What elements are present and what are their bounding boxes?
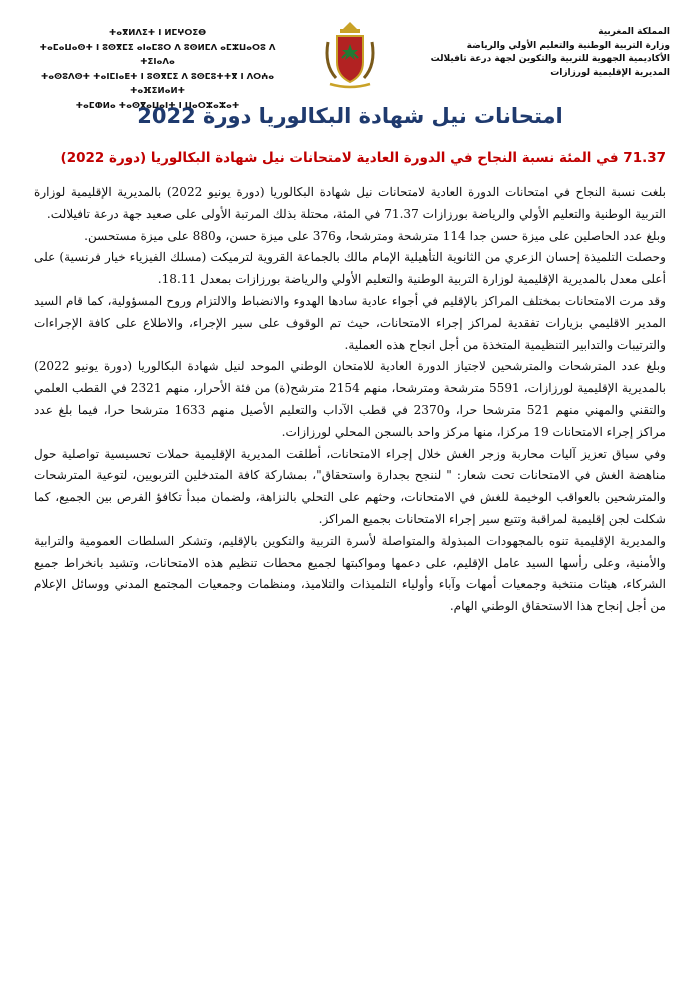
arabic-header [408,26,670,80]
tifinagh-line: ⵜⴰⵎⴰⵡⴰⵙⵜ ⵏ ⵓⵙⴳⵎⵉ ⴰⵏⴰⵎⵓⵔ ⴷ ⵓⵙⵍⵎⴷ ⴰⵎⵣⵡⴰⵔⵓ ⴷ ⵜⵉⵏⴰⴷⴰ [39,42,276,67]
paragraph: وقد مرت الامتحانات بمختلف المراكز بالإقليم في أجواء عادية سادها الهدوء والانضباط والالتزام وروح المسؤولية، كما قام السيد المدير الاقليمي بزيارات تفقدية لمراكز إجراء الامتحانات، حيث تم الوقوف على سير الإجراء، والاطلاع على كافة الإجراءات والترتيبات والتدابير التنظيمية المتخذة من أجل انجاح هذه العملية. [34,293,666,352]
page-title: امتحانات نيل شهادة البكالوريا دورة 2022 [137,104,563,128]
paragraph: والمديرية الإقليمية تنوه بالمجهودات المبذولة والمتواصلة لأسرة التربية والتكوين بالإقليم، وتشكر السلطات العمومية والترابية والأمنية، وعلى رأسها السيد عامل الإقليم، على دعمها ومواكبتها لجميع محطات تنظيم هذه الامتحانات، وتشيد بانخراط جميع الشركاء، هيئات منتخبة وجمعيات أمهات وآباء وأولياء التلميذات والتلاميذ، ومنظمات وجمعيات المجتمع المدني ووسائل الإعلام من أجل إنجاح هذا الاستحقاق الوطني الهام. [34,533,666,614]
arabic-header-line: المديرية الإقليمية لورزازات [550,67,670,78]
article-body [34,182,666,618]
arabic-header-line: الأكاديمية الجهوية للتربية والتكوين لجهة درعة تافيلالت [430,54,670,64]
tifinagh-line: ⵜⴰⵎⵀⵍⴰ ⵜⴰⵙⴳⴰⵡⴰⵏⵜ ⵏ ⵡⴰⵔⵣⴰⵣⴰⵜ [75,100,240,111]
paragraph: بلغت نسبة النجاح في امتحانات الدورة العادية لامتحانات نيل شهادة البكالوريا (دورة يونيو 2022) بالمديرية الإقليمية لوزارة التربية الوطنية والتعليم الأولي والرياضة بورزازات 71.37 في المئة، محتلة بذلك المرتبة الأولى على صعيد جهة درعة تافيلالت. [34,185,666,221]
coat-of-arms-icon [320,20,380,90]
paragraph: وفي سياق تعزيز آليات محاربة وزجر الغش خلال إجراء الامتحانات، أطلقت المديرية الإقليمية حملات تحسيسية تواصلية حول مناهضة الغش في الامتحانات تحت شعار: " لننجح بجدارة واستحقاق"، بمشاركة كافة المتدخلين التربويين، لتوعية المترشحات والمترشحين بالعواقب الوخيمة للغش في الامتحانات، وحثهم على التحلي بالنزاهة، ولضمان مبدأ تكافؤ الفرص بين الجميع، كما شكلت لجن إقليمية لمراقبة وتتبع سير إجراء الامتحانات بجميع المراكز. [34,446,666,526]
tifinagh-line: ⵜⴰⴳⵍⴷⵉⵜ ⵏ ⵍⵎⵖⵔⵉⴱ [108,28,207,38]
paragraph: وحصلت التلميذة إحسان الزعري من الثانوية التأهيلية الإمام مالك بالجماعة القروية لترميكت (مسلك الفيزياء خيار فرنسية) على أعلى معدل بالمديرية الإقليمية لوزارة التربية الوطنية والتعليم الأولي والرياضة بورزازات بمعدل 18.11. [34,250,666,287]
paragraph: وبلغ عدد المترشحات والمترشحين لاجتياز الدورة العادية للامتحان الوطني الموحد لنيل شهادة البكالوريا (دورة يونيو 2022) بالمديرية الإقليمية لورزازات، 5591 مترشحة ومترشحا، منهم 2154 مترشح(ة) من فئة الأحرار، منهم 2321 في القطب العلمي والتقني والمهني منهم 521 مترشحا حرا، و2370 في قطب الآداب والتعليم الأصيل منهم 1633 مترشحا حرا، فيما بلغ عدد مراكز إجراء الامتحانات 19 مركزا، منها مركز واحد بالسجن المحلي لورزازات. [34,359,666,439]
tifinagh-line: ⵜⴰⵙⵓⴷⵙⵜ ⵜⴰⵏⵎⵏⴰⴹⵜ ⵏ ⵓⵙⴳⵎⵉ ⴷ ⵓⵙⵎⵓⵜⵜⴳ ⵏ ⴷⵔⵄⴰ ⵜⴰⴼⵉⵍⴰⵍⵜ [40,71,275,96]
subtitle: 71.37 في المئة نسبة النجاح في الدورة العادية لامتحانات نيل شهادة البكالوريا (دورة 2022) [60,150,666,166]
arabic-header-line: المملكة المغربية [598,27,670,37]
tifinagh-header [30,26,285,113]
letterhead [30,20,670,111]
paragraph: وبلغ عدد الحاصلين على ميزة حسن جدا 114 مترشحة ومترشحا، و376 على ميزة حسن، و880 على ميزة مستحسن. [84,228,666,243]
arabic-header-line: وزارة التربية الوطنية والتعليم الأولي والرياضة [466,40,670,51]
